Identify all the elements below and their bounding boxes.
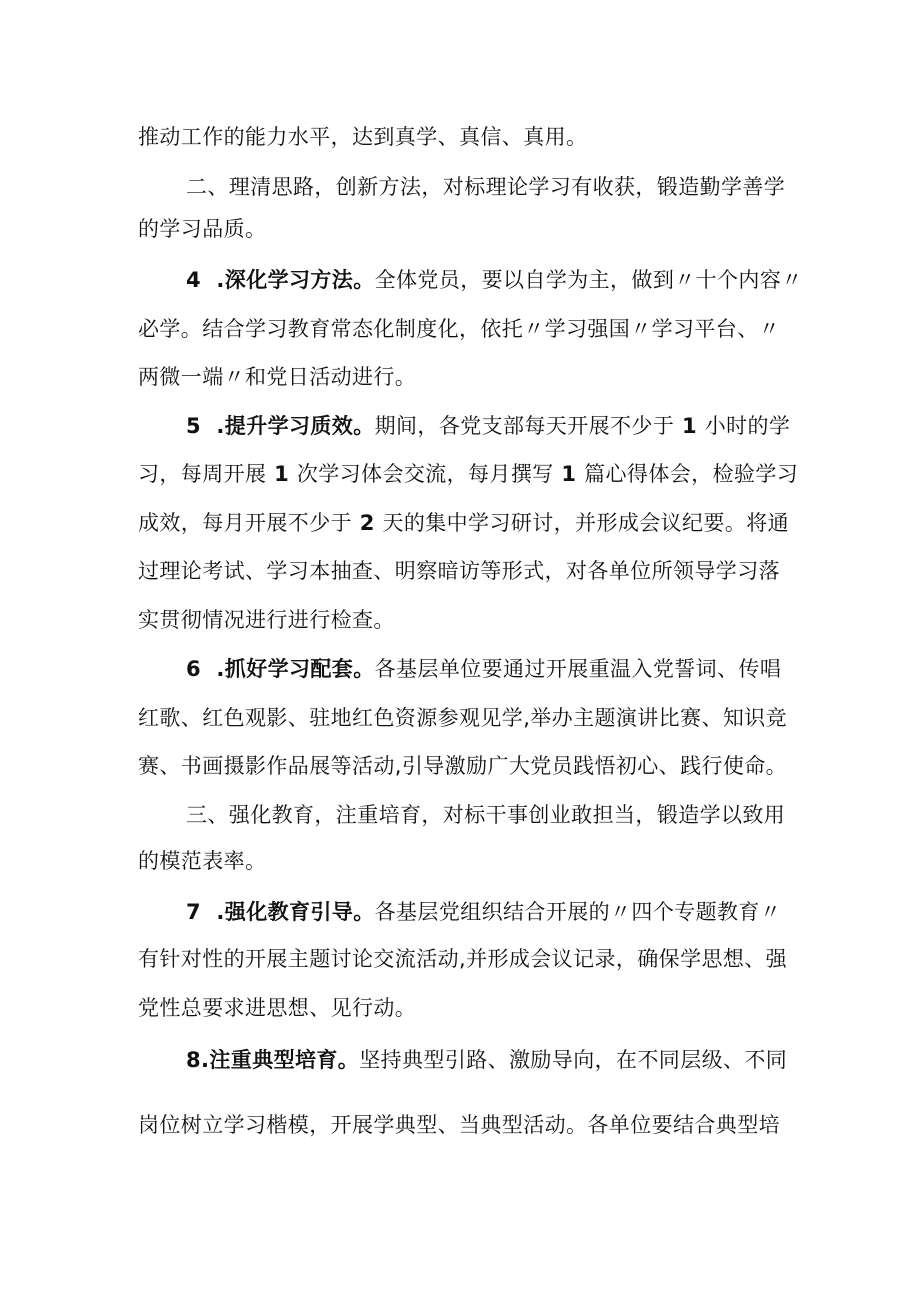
item-6-title: 6 .抓好学习配套。 <box>186 657 375 681</box>
text-line: 两微一端〃和党日活动进行。 <box>138 365 417 389</box>
item-4: 4 .深化学习方法。全体党员，要以自学为主，做到〃十个内容〃 <box>186 268 803 292</box>
text-line: 岗位树立学习楷模，开展学典型、当典型活动。各单位要结合典型培 <box>138 1113 780 1137</box>
section-heading-2: 二、理清思路，创新方法，对标理论学习有收获，锻造勤学善学 <box>186 175 786 199</box>
text-line: 红歌、红色观影、驻地红色资源参观见学,举办主题演讲比赛、知识竞 <box>138 706 788 730</box>
text-line: 推动工作的能力水平，达到真学、真信、真用。 <box>138 125 588 149</box>
text-line: 过理论考试、学习本抽查、明察暗访等形式，对各单位所领导学习落 <box>138 559 780 583</box>
text-line: 赛、书画摄影作品展等活动,引导激励广大党员践悟初心、践行使命。 <box>138 754 788 778</box>
text-line: 的学习品质。 <box>138 217 267 241</box>
item-4-title: 4 .深化学习方法。 <box>186 268 375 292</box>
item-8-title: 8.注重典型培育。 <box>186 1048 360 1072</box>
text-line: 成效，每月开展不少于 2 天的集中学习研讨，并形成会议纪要。将通 <box>138 511 790 535</box>
text-line: 习，每周开展 1 次学习体会交流，每月撰写 1 篇心得体会，检验学习 <box>138 462 799 486</box>
item-5: 5 .提升学习质效。期间，各党支部每天开展不少于 1 小时的学 <box>186 414 791 438</box>
item-8: 8.注重典型培育。坚持典型引路、激励导向，在不同层级、不同 <box>186 1048 788 1072</box>
item-6: 6 .抓好学习配套。各基层单位要通过开展重温入党誓词、传唱 <box>186 657 782 681</box>
text-line: 有针对性的开展主题讨论交流活动,并形成会议记录，确保学思想、强 <box>138 947 788 971</box>
text-line: 党性总要求进思想、见行动。 <box>138 996 417 1020</box>
item-7: 7 .强化教育引导。各基层党组织结合开展的〃四个专题教育〃 <box>186 900 782 924</box>
item-7-title: 7 .强化教育引导。 <box>186 900 375 924</box>
section-heading-3: 三、强化教育，注重培育，对标干事创业敢担当，锻造学以致用 <box>186 803 786 827</box>
text-line: 必学。结合学习教育常态化制度化，依托〃学习强国〃学习平台、〃 <box>138 317 780 341</box>
text-line: 的模范表率。 <box>138 849 267 873</box>
item-5-title: 5 .提升学习质效。 <box>186 414 375 438</box>
text-line: 实贯彻情况进行进行检查。 <box>138 608 395 632</box>
